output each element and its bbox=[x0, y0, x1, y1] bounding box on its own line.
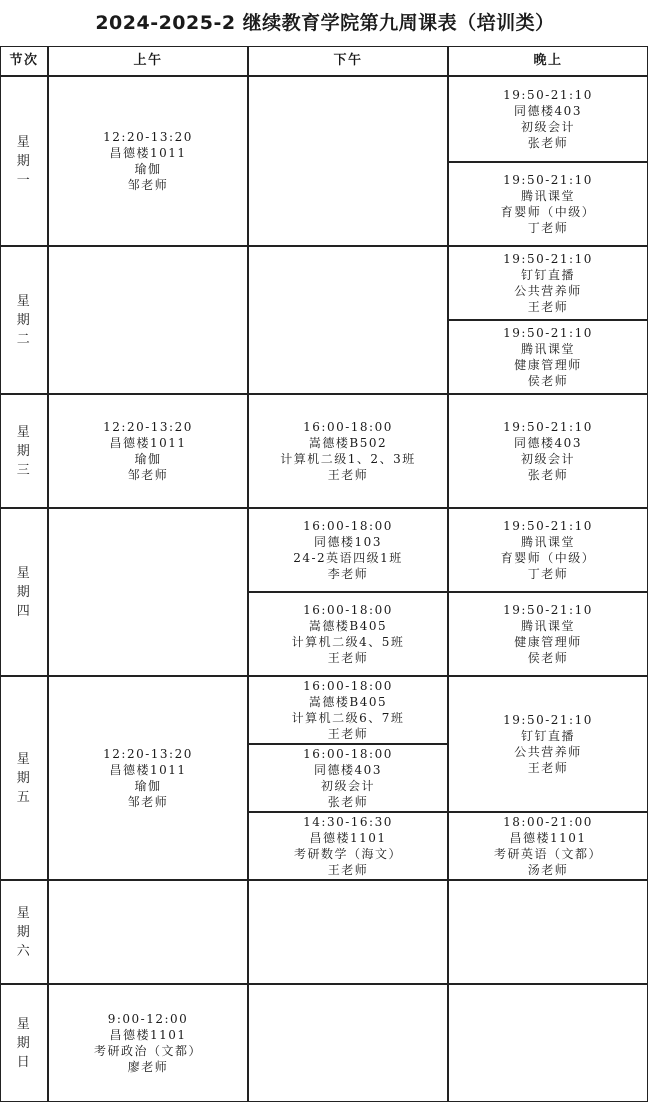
empty-cell bbox=[48, 508, 248, 676]
day-sunday: 星 期 日 bbox=[0, 984, 48, 1102]
schedule-table bbox=[1, 47, 648, 1103]
empty-cell bbox=[48, 880, 248, 984]
page-title: 2024-2025-2 继续教育学院第九周课表（培训类） bbox=[95, 12, 555, 34]
empty-cell bbox=[248, 246, 448, 394]
empty-cell bbox=[248, 880, 448, 984]
header-morning: 上午 bbox=[48, 46, 248, 76]
course-cell: 9:00-12:00 昌德楼1101 考研政治（文都） 廖老师 bbox=[48, 984, 248, 1102]
day-friday: 星 期 五 bbox=[0, 676, 48, 880]
header-slot: 节次 bbox=[0, 46, 48, 76]
course-cell: 16:00-18:00 同德楼103 24-2英语四级1班 李老师 bbox=[248, 508, 448, 592]
empty-cell bbox=[448, 880, 648, 984]
course-cell: 12:20-13:20 昌德楼1011 瑜伽 邹老师 bbox=[48, 676, 248, 880]
course-cell: 16:00-18:00 嵩德楼B502 计算机二级1、2、3班 王老师 bbox=[248, 394, 448, 508]
course-cell: 19:50-21:10 腾讯课堂 健康管理师 侯老师 bbox=[448, 592, 648, 676]
day-saturday: 星 期 六 bbox=[0, 880, 48, 984]
day-thursday: 星 期 四 bbox=[0, 508, 48, 676]
course-cell: 19:50-21:10 腾讯课堂 育婴师（中级） 丁老师 bbox=[448, 508, 648, 592]
course-cell: 19:50-21:10 腾讯课堂 育婴师（中级） 丁老师 bbox=[448, 162, 648, 246]
course-cell: 18:00-21:00 昌德楼1101 考研英语（文都） 汤老师 bbox=[448, 812, 648, 880]
header-evening: 晚上 bbox=[448, 46, 648, 76]
course-cell: 16:00-18:00 同德楼403 初级会计 张老师 bbox=[248, 744, 448, 812]
day-tuesday: 星 期 二 bbox=[0, 246, 48, 394]
course-cell: 12:20-13:20 昌德楼1011 瑜伽 邹老师 bbox=[48, 76, 248, 246]
day-wednesday: 星 期 三 bbox=[0, 394, 48, 508]
header-afternoon: 下午 bbox=[248, 46, 448, 76]
course-cell: 19:50-21:10 钉钉直播 公共营养师 王老师 bbox=[448, 676, 648, 812]
empty-cell bbox=[248, 984, 448, 1102]
course-cell: 12:20-13:20 昌德楼1011 瑜伽 邹老师 bbox=[48, 394, 248, 508]
day-monday: 星 期 一 bbox=[0, 76, 48, 246]
course-cell: 19:50-21:10 同德楼403 初级会计 张老师 bbox=[448, 76, 648, 162]
empty-cell bbox=[48, 246, 248, 394]
course-cell: 16:00-18:00 嵩德楼B405 计算机二级4、5班 王老师 bbox=[248, 592, 448, 676]
course-cell: 19:50-21:10 同德楼403 初级会计 张老师 bbox=[448, 394, 648, 508]
course-cell: 19:50-21:10 腾讯课堂 健康管理师 侯老师 bbox=[448, 320, 648, 394]
empty-cell bbox=[448, 984, 648, 1102]
course-cell: 14:30-16:30 昌德楼1101 考研数学（海文） 王老师 bbox=[248, 812, 448, 880]
course-cell: 19:50-21:10 钉钉直播 公共营养师 王老师 bbox=[448, 246, 648, 320]
empty-cell bbox=[248, 76, 448, 246]
course-cell: 16:00-18:00 嵩德楼B405 计算机二级6、7班 王老师 bbox=[248, 676, 448, 744]
